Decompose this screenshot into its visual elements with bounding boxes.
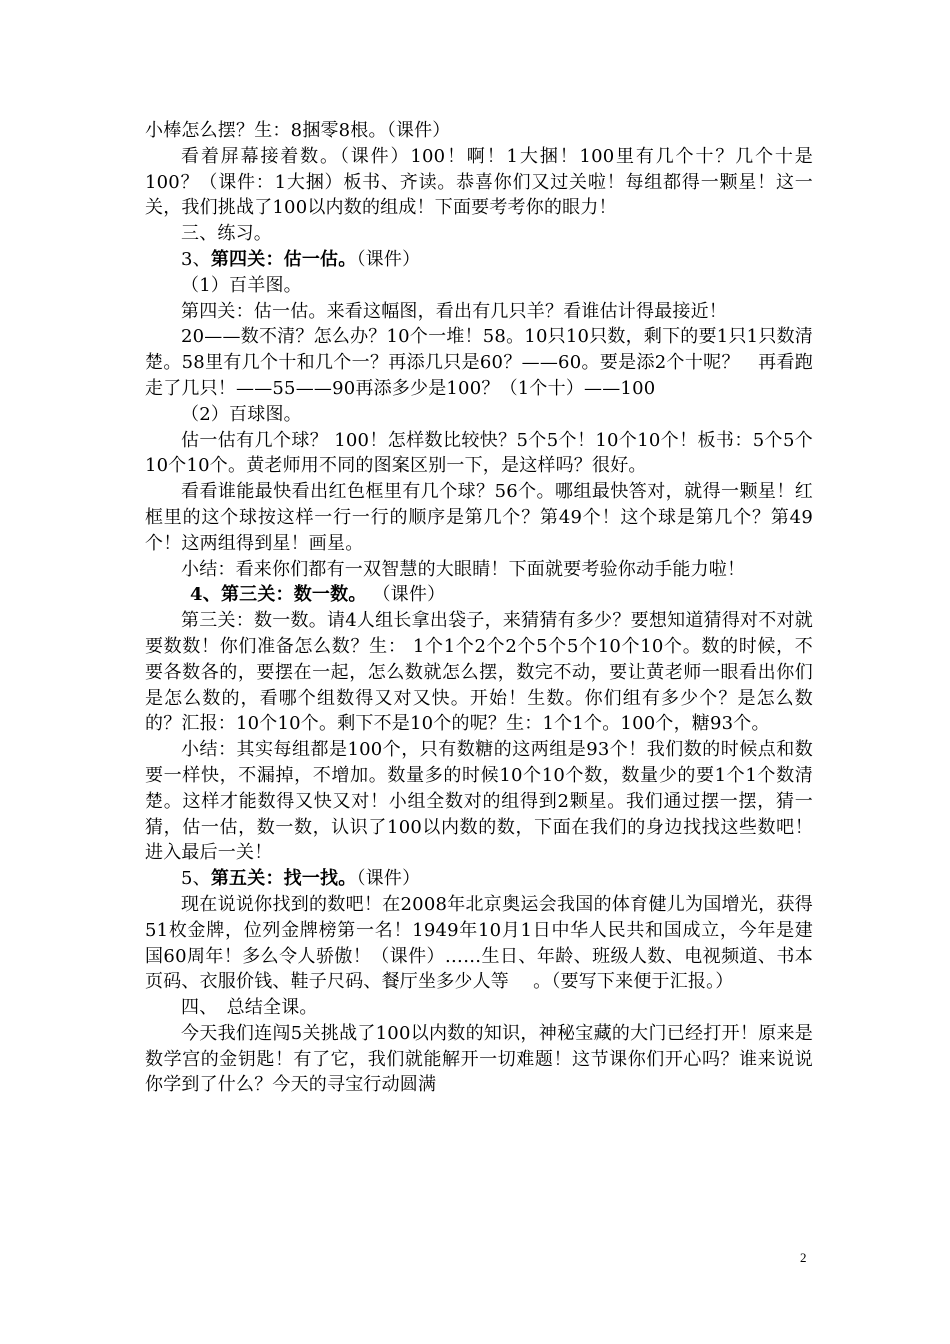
heading-number: 5、 (181, 868, 211, 890)
subsection-heading (145, 247, 813, 273)
heading-title: 第五关：找一找。 (210, 868, 357, 890)
subsection-heading (145, 582, 813, 608)
paragraph: （2）百球图。 (181, 403, 302, 425)
paragraph: 20——数不清？怎么办？10个一堆！58。10只10只数，剩下的要1只1只数清楚。58里有几个十和几个一？再添几只是60？——60。要是添2个十呢？ 再看跑走了几只！——55——90再添多少是100？（1个十）——100 (145, 326, 813, 399)
body-text (145, 118, 813, 1098)
paragraph: 小结：看来你们都有一双智慧的大眼睛！下面就要考验你动手能力啦！ (181, 558, 746, 580)
section-heading: 四、 总结全课。 (181, 997, 318, 1019)
paragraph: 第三关：数一数。请4人组长拿出袋子，来猜猜有多少？要想知道猜得对不对就要数数！你们准备怎么数？生： 1个1个2个2个5个5个10个10个。数的时候，不要各数各的，要摆在一起，怎么数就怎么摆，数完不动，要让黄老师一眼看出你们是怎么数的，看哪个组数得又对又快。开始！生数。你们组有多少个？是怎么数的？汇报：10个10个。剩下不是10个的呢？生：1个1个。100个，糖93个。 (145, 610, 813, 735)
heading-number: 4、 (190, 584, 221, 606)
heading-note: （课件） (356, 248, 421, 270)
heading-title: 第三关：数一数。 (220, 584, 367, 606)
paragraph: 现在说说你找到的数吧！在2008年北京奥运会我国的体育健儿为国增光，获得51枚金牌，位列金牌榜第一名！1949年10月1日中华人民共和国成立，今年是建国60周年！多么令人骄傲！（课件）……生日、年龄、班级人数、电视频道、书本页码、衣服价钱、鞋子尺码、餐厅坐多少人等 。（要写下来便于汇报。） (145, 893, 813, 993)
section-heading: 三、练习。 (181, 223, 272, 245)
paragraph: 今天我们连闯5关挑战了100以内数的知识，神秘宝藏的大门已经打开！原来是数学宫的金钥匙！有了它，我们就能解开一切难题！这节课你们开心吗？谁来说说你学到了什么？今天的寻宝行动圆满 (145, 1022, 813, 1096)
paragraph: （1）百羊图。 (181, 274, 302, 296)
page-number: 2 (800, 1250, 807, 1265)
paragraph: 第四关：估一估。来看这幅图，看出有几只羊？看谁估计得最接近！ (181, 300, 727, 322)
paragraph: 小结：其实每组都是100个，只有数糖的这两组是93个！我们数的时候点和数要一样快，不漏掉，不增加。数量多的时候10个10个数，数量少的要1个1个数清楚。这样才能数得又快又对！小组全数对的组得到2颗星。我们通过摆一摆，猜一猜，估一估，数一数，认识了100以内数的数，下面在我们的身边找找这些数吧！进入最后一关！ (145, 739, 813, 864)
heading-number: 3、 (181, 248, 211, 270)
paragraph: 看看谁能最快看出红色框里有几个球？56个。哪组最快答对，就得一颗星！红框里的这个球按这样一行一行的顺序是第几个？第49个！这个球是第几个？第49个！这两组得到星！画星。 (145, 481, 813, 554)
heading-note: （课件） (366, 584, 446, 606)
subsection-heading (145, 866, 813, 892)
paragraph: 小棒怎么摆？生：8捆零8根。（课件） (145, 120, 451, 141)
heading-note: （课件） (356, 868, 421, 890)
paragraph: 估一估有几个球？ 100！怎样数比较快？5个5个！10个10个！板书：5个5个10个10个。黄老师用不同的图案区别一下，是这样吗？很好。 (145, 429, 813, 477)
heading-title: 第四关：估一估。 (210, 248, 357, 270)
paragraph: 看着屏幕接着数。（课件）100！啊！1大捆！100里有几个十？几个十是100？（课件：1大捆）板书、齐读。恭喜你们又过关啦！每组都得一颗星！这一关，我们挑战了100以内数的组成！下面要考考你的眼力！ (145, 145, 813, 219)
